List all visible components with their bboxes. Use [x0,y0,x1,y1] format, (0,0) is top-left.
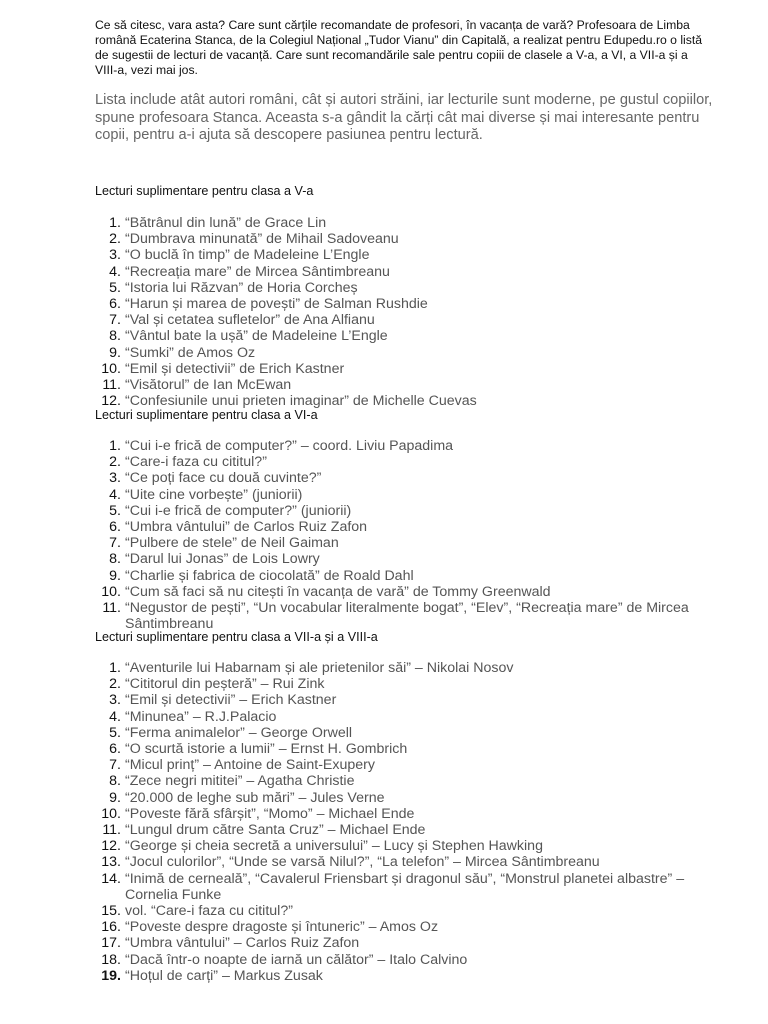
list-item-text: “Micul prinț” – Antoine de Saint-Exupery [125,757,375,774]
list-item-number: 1. [109,438,121,454]
list-item-number: 13. [101,854,121,871]
list-item-text: “Confesiunile unui prieten imaginar” de Michelle Cuevas [125,393,477,410]
list-item [95,296,695,312]
list-item-number: 18. [101,951,121,968]
list-item-number: 2. [109,231,121,248]
list-item-text: “Minunea” – R.J.Palacio [125,708,277,725]
list-item-text: “Umbra vântului” de Carlos Ruiz Zafon [125,519,368,536]
list-item [95,871,695,903]
list-item-number: 4. [109,263,121,280]
list-item [95,280,695,296]
list-item-number: 12. [101,838,121,855]
list-item-number: 4. [109,486,121,503]
list-item [95,935,695,951]
list-item-number: 11. [102,822,121,839]
list-item-number: 9. [109,789,121,806]
list-item-text: “Darul lui Jonas” de Lois Lowry [125,551,320,568]
list-item-number: 10. [101,583,121,600]
list-item [95,312,695,328]
list-item-number: 1. [109,215,121,231]
list-item-text: “Umbra vântului” – Carlos Ruiz Zafon [125,935,360,952]
list-item-number: 6. [109,296,121,313]
list-item [95,806,695,822]
list-item [95,660,695,676]
list-item-number: 8. [109,328,121,345]
list-item-number: 6. [109,741,121,758]
list-item-text: “Negustor de pești”, “Un vocabular literalmente bogat”, “Elev”, “Recreația mare” de Mircea Sântimbreanu [125,600,689,633]
list-item [95,725,695,741]
section-heading-class-6: Lecturi suplimentare pentru clasa a VI-a [95,408,318,422]
list-item-text: “Uite cine vorbește” (juniorii) [125,486,303,503]
list-item-text: “Cum să faci să nu citești în vacanța de vară” de Tommy Greenwald [125,583,551,600]
list-item-text: “Poveste fără sfârșit”, “Momo” – Michael Ende [125,805,415,822]
list-item [95,264,695,280]
list-item [95,215,695,231]
list-item [95,676,695,692]
list-item-text: “Recreația mare” de Mircea Sântimbreanu [125,263,390,280]
list-item-text: “Istoria lui Răzvan” de Horia Corcheș [125,279,358,296]
list-item-number: 12. [101,393,121,410]
reading-list-class-6 [95,438,695,632]
list-item [95,393,695,409]
list-item [95,568,695,584]
reading-list-class-7-8 [95,660,695,984]
list-item-number: 7. [109,535,121,552]
list-item [95,919,695,935]
list-item-text: “Inimă de cerneală”, “Cavalerul Friensbart și dragonul său”, “Monstrul planetei albastre” – Cornelia Funke [125,870,685,903]
list-item-text: “Hoțul de carți” – Markus Zusak [125,967,323,984]
list-item-text: “Poveste despre dragoste și întuneric” – Amos Oz [125,919,439,936]
list-item [95,377,695,393]
list-item [95,903,695,919]
list-item-text: “George și cheia secretă a universului” – Lucy și Stephen Hawking [125,838,543,855]
list-item [95,822,695,838]
list-item-number: 8. [109,773,121,790]
list-item [95,952,695,968]
list-item-text: “Ce poți face cu două cuvinte?” [125,470,322,487]
list-item-text: “Ferma animalelor” – George Orwell [125,724,353,741]
list-item-number: 3. [109,247,121,264]
list-item-text: “Emil și detectivii” de Erich Kastner [125,360,345,377]
list-item [95,247,695,263]
section-heading-class-7-8: Lecturi suplimentare pentru clasa a VII-a și a VIII-a [95,630,378,644]
list-item-number: 11. [102,377,121,394]
list-item-text: “Visătorul” de Ian McEwan [125,377,292,394]
list-item-text: “O scurtă istorie a lumii” – Ernst H. Gombrich [125,741,408,758]
intro-paragraph: Ce să citesc, vara asta? Care sunt cărțile recomandate de profesori, în vacanța de vară? Profesoara de Limba română Ecaterina Stanca, de la Colegiul Național „Tudor Vianu” din Capitală, a realizat pentru Edupedu.ro o listă de sugestii de lecturi de vacanță. Care sunt recomandările sale pentru copiii de clasele a V-a, a VI, a VII-a și a VIII-a, vezi mai jos. [95,18,703,77]
list-item [95,438,695,454]
list-item-number: 6. [109,519,121,536]
list-item-text: “Dacă într-o noapte de iarnă un călător” – Italo Calvino [125,951,468,968]
list-item-text: “Cui i-e frică de computer?” (juniorii) [125,502,352,519]
list-item-number: 5. [109,724,121,741]
list-item [95,345,695,361]
list-item-number: 1. [109,660,121,676]
list-item-text: “Jocul culorilor”, “Unde se varsă Nilul?”, “La telefon” – Mircea Sântimbreanu [125,854,600,871]
list-item-number: 2. [109,676,121,693]
list-item-text: “Sumki” de Amos Oz [125,344,256,361]
list-item-number: 17. [101,935,121,952]
list-item-text: “20.000 de leghe sub mări” – Jules Verne [125,789,385,806]
list-item [95,487,695,503]
list-item [95,709,695,725]
list-item [95,519,695,535]
list-item-number: 10. [101,360,121,377]
list-item [95,551,695,567]
list-item-text: “Aventurile lui Habarnam și ale prietenilor săi” – Nikolai Nosov [125,660,514,676]
list-item [95,600,695,632]
list-item [95,470,695,486]
list-item-number: 19. [101,967,121,984]
list-item-text: vol. “Care-i faza cu cititul?” [125,903,293,920]
list-item [95,757,695,773]
section-heading-class-5: Lecturi suplimentare pentru clasa a V-a [95,184,314,198]
list-item [95,584,695,600]
list-item-number: 10. [101,805,121,822]
list-item-text: “Val și cetatea sufletelor” de Ana Alfianu [125,312,375,329]
list-item-text: “Lungul drum către Santa Cruz” – Michael Ende [125,822,426,839]
list-item [95,692,695,708]
list-item-number: 11. [102,600,121,617]
list-item-number: 3. [109,470,121,487]
list-item-text: “Charlie și fabrica de ciocolată” de Roald Dahl [125,567,414,584]
list-item-number: 5. [109,279,121,296]
list-item-text: “Zece negri mititei” – Agatha Christie [125,773,355,790]
list-item [95,773,695,789]
list-item-number: 7. [109,312,121,329]
list-item-number: 9. [109,567,121,584]
list-item [95,854,695,870]
list-item-text: “Emil și detectivii” – Erich Kastner [125,692,337,709]
list-item-text: “Bătrânul din lună” de Grace Lin [125,215,327,231]
list-item-text: “Pulbere de stele” de Neil Gaiman [125,535,339,552]
list-item [95,968,695,984]
list-item-number: 14. [101,870,121,887]
list-item-number: 4. [109,708,121,725]
list-item-number: 5. [109,502,121,519]
list-item-number: 7. [109,757,121,774]
list-item-number: 9. [109,344,121,361]
list-item-number: 3. [109,692,121,709]
list-item-text: “Harun și marea de povești” de Salman Rushdie [125,296,428,313]
list-item-text: “Cui i-e frică de computer?” – coord. Liviu Papadima [125,438,454,454]
list-item [95,838,695,854]
list-item [95,231,695,247]
list-item-text: “Cititorul din peșteră” – Rui Zink [125,676,325,693]
list-item-number: 15. [101,903,121,920]
lead-paragraph: Lista include atât autori români, cât și autori străini, iar lecturile sunt moderne, pe gustul copiilor, spune profesoara Stanca. Aceasta s-a gândit la cărți cât mai diverse și mai interesante pentru copii, pentru a-i ajuta să descopere pasiunea pentru lectură. [95,92,713,143]
list-item-text: “Vântul bate la ușă” de Madeleine L’Engle [125,328,388,345]
list-item [95,790,695,806]
list-item-text: “Dumbrava minunată” de Mihail Sadoveanu [125,231,399,248]
list-item-number: 2. [109,454,121,471]
list-item [95,328,695,344]
list-item-text: “O buclă în timp” de Madeleine L’Engle [125,247,370,264]
list-item [95,535,695,551]
list-item [95,361,695,377]
list-item [95,454,695,470]
list-item-text: “Care-i faza cu cititul?” [125,454,267,471]
list-item [95,503,695,519]
reading-list-class-5 [95,215,695,409]
list-item-number: 8. [109,551,121,568]
list-item [95,741,695,757]
list-item-number: 16. [101,919,121,936]
